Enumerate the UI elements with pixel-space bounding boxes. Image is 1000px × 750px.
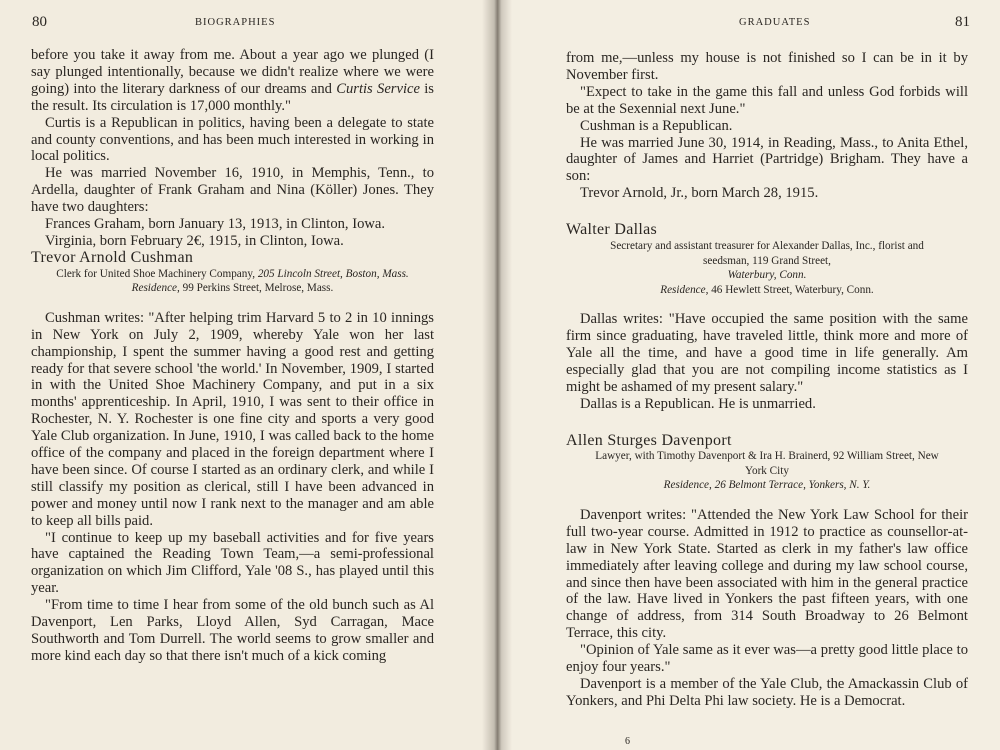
right-text-column <box>566 50 968 710</box>
paragraph: "From time to time I hear from some of the old bunch such as Al Davenport, Len Parks, Lloyd Allen, Syd Carragan, Mace Southworth and Tom Durrell. The world seems to grow smaller and more kind each day so that there isn't much of a kick coming <box>31 597 434 664</box>
paragraph: Curtis is a Republican in politics, having been a delegate to state and county conventions, and has been much interested in working in local politics. <box>31 114 434 165</box>
biography-name: Walter Dallas <box>566 221 658 239</box>
running-header: BIOGRAPHIES <box>195 17 276 28</box>
paragraph: Davenport writes: "Attended the New York Law School for their full two-year course. Admitted in 1912 to practice as counsellor-at-law in New York State. Started as clerk in my father's law office immediately after leaving college and during my law school course, and since then have been associated with him in the general practice of the law. Have lived in Yonkers the past fifteen years, with one change of address, from 314 South Broadway to 26 Belmont Terrace, this city. <box>566 506 968 642</box>
paragraph: before you take it away from me. About a year ago we plunged (I say plunged intentionally, because we didn't realize where we were going) into the literary darkness of our dreams and Curtis Service is the result. Its circulation is 17,000 monthly." <box>31 47 434 114</box>
biography-name: Trevor Arnold Cushman <box>31 248 194 266</box>
occupation: Lawyer, with Timothy Davenport & Ira H. Brainerd, 92 William Street, New York City Residence, 26 Belmont Terrace, Yonkers, N. Y. <box>595 450 939 492</box>
signature-mark: 6 <box>625 736 630 747</box>
paragraph: Dallas writes: "Have occupied the same position with the same firm since graduating, have traveled little, think more and more of Yale all the time, and have a good time in life generally. Am especially glad that you are not compiling income statistics as I might be ashamed of my present salary." <box>566 311 968 395</box>
child-entry: Frances Graham, born January 13, 1913, in Clinton, Iowa. <box>45 216 386 233</box>
paragraph: Cushman writes: "After helping trim Harvard 5 to 2 in 10 innings in New York on July 2, 1909, whereby Yale won her last championship, I spent the summer having a good rest and getting ready for that severe school 'the world.' In November, 1909, I started in with the United Shoe Machinery Company, and put in a six months' apprenticeship. In April, 1910, I was sent to their office in Rochester, N. Y. Rochester is one fine city and sports a very good Yale Club organization. In June, 1910, I was called back to the home office of the company and placed in the foreign department where I have been since. Of course I started as an ordinary clerk, and while I still classify my position as clerical, still I have been advanced in power and money until now I rank next to the manager and am able to keep all bills paid. <box>31 309 434 529</box>
paragraph: Cushman is a Republican. <box>580 117 733 134</box>
paragraph: from me,—unless my house is not finished so I can be in it by November first. <box>566 50 968 83</box>
paragraph: He was married November 16, 1910, in Memphis, Tenn., to Ardella, daughter of Frank Graham and Nina (Köller) Jones. They have two daughters: <box>31 165 434 216</box>
biography-name: Allen Sturges Davenport <box>566 431 732 449</box>
right-page <box>494 0 1000 750</box>
left-text-column <box>31 47 434 665</box>
running-header: GRADUATES <box>739 17 811 28</box>
page-number: 80 <box>32 14 47 30</box>
paragraph: "Expect to take in the game this fall and unless God forbids will be at the Sexennial next June." <box>566 83 968 117</box>
paragraph: Dallas is a Republican. He is unmarried. <box>580 395 816 412</box>
paragraph: Davenport is a member of the Yale Club, the Amackassin Club of Yonkers, and Phi Delta Phi law society. He is a Democrat. <box>566 675 968 709</box>
child-entry: Trevor Arnold, Jr., born March 28, 1915. <box>580 185 819 202</box>
paragraph: He was married June 30, 1914, in Reading, Mass., to Anita Ethel, daughter of James and Harriet (Partridge) Brigham. They have a son: <box>566 134 968 185</box>
page-number: 81 <box>955 14 970 30</box>
left-page <box>0 0 494 750</box>
occupation: Clerk for United Shoe Machinery Company, 205 Lincoln Street, Boston, Mass. Residence, 99 Perkins Street, Melrose, Mass. <box>56 267 409 295</box>
paragraph: "Opinion of Yale same as it ever was—a pretty good little place to enjoy four years." <box>566 642 968 676</box>
paragraph: "I continue to keep up my baseball activities and for five years have captained the Reading Town Team,—a semi-professional organization on which Jim Clifford, Yale '08 S., has played until this year. <box>31 529 434 597</box>
child-entry: Virginia, born February 2€, 1915, in Clinton, Iowa. <box>45 232 344 249</box>
occupation: Secretary and assistant treasurer for Alexander Dallas, Inc., florist and seedsman, 119 Grand Street, Waterbury, Conn. Residence, 46 Hewlett Street, Waterbury, Conn. <box>610 240 924 296</box>
